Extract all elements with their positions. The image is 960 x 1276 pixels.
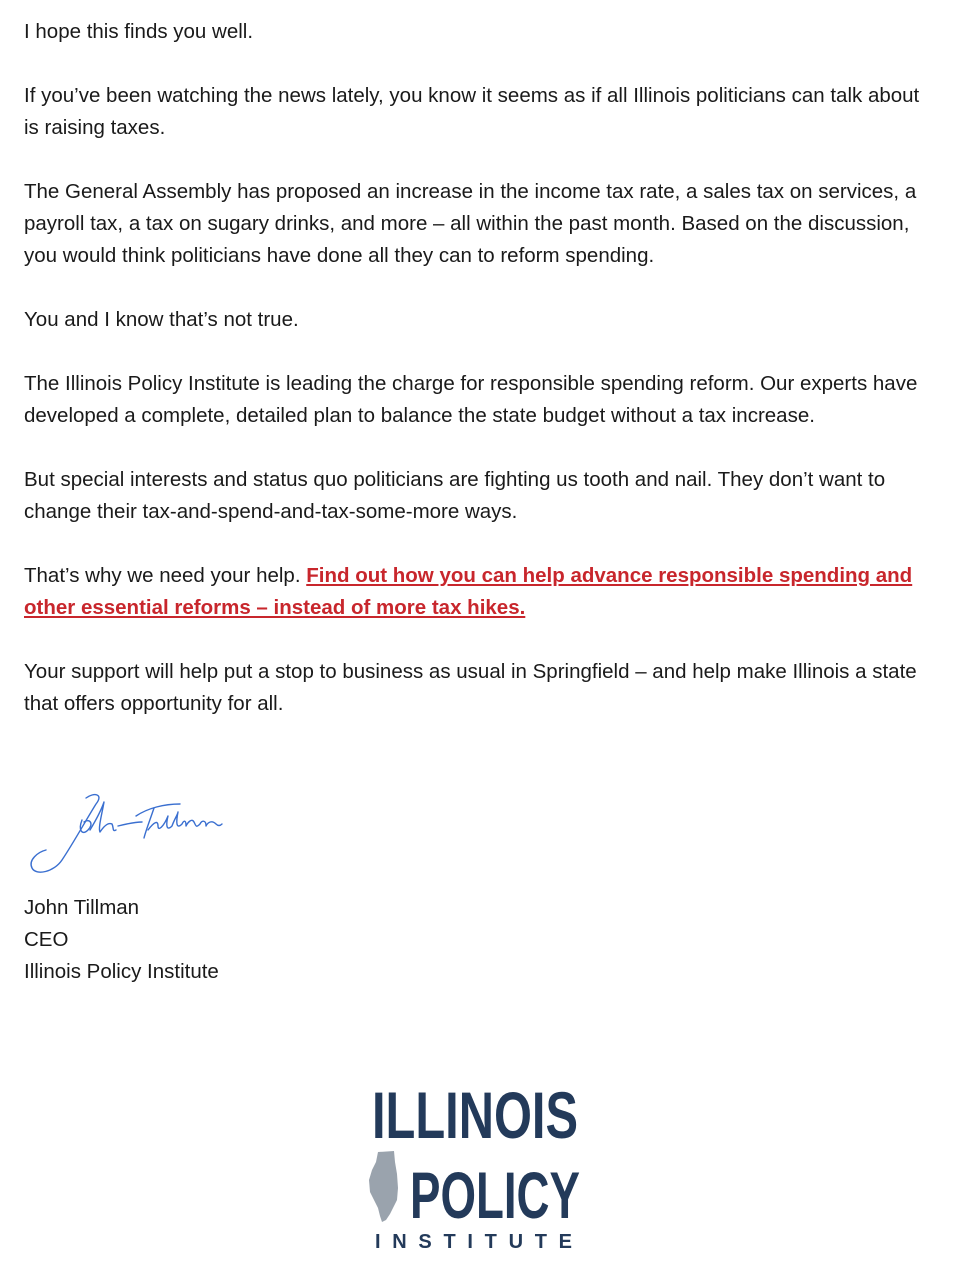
paragraph-call-to-action <box>24 560 934 624</box>
svg-text:ILLINOIS: ILLINOIS <box>372 1078 578 1152</box>
paragraph-not-true: You and I know that’s not true. <box>24 308 299 331</box>
illinois-policy-institute-logo <box>360 1076 590 1251</box>
paragraph-institute: The Illinois Policy Institute is leading the charge for responsible spending reform. Our experts have developed a complete, detailed plan to balance the state budget without a tax increase. <box>24 372 918 427</box>
paragraph-support: Your support will help put a stop to business as usual in Springfield – and help make Illinois a state that offers opportunity for all. <box>24 660 917 715</box>
help-link[interactable]: Find out how you can help advance responsible spending and other essential reforms – instead of more tax hikes. <box>24 564 913 619</box>
handwritten-signature <box>24 790 224 880</box>
email-body <box>24 16 934 752</box>
paragraph-assembly: The General Assembly has proposed an increase in the income tax rate, a sales tax on services, a payroll tax, a tax on sugary drinks, and more – all within the past month. Based on the discussion, you would think politicians have done all they can to reform spending. <box>24 180 917 267</box>
signer-title: CEO <box>24 928 69 951</box>
signature-block <box>24 892 219 988</box>
svg-text:INSTITUTE: INSTITUTE <box>375 1231 581 1253</box>
cta-intro: That’s why we need your help. <box>24 564 307 587</box>
illinois-state-icon <box>369 1151 398 1222</box>
signer-name: John Tillman <box>24 896 140 919</box>
svg-text:POLICY: POLICY <box>410 1158 580 1232</box>
paragraph-news: If you’ve been watching the news lately, you know it seems as if all Illinois politicians can talk about is raising taxes. <box>24 84 920 139</box>
paragraph-special-interests: But special interests and status quo politicians are fighting us tooth and nail. They don’t want to change their tax-and-spend-and-tax-some-more ways. <box>24 468 886 523</box>
greeting-paragraph: I hope this finds you well. <box>24 20 254 43</box>
signer-organization: Illinois Policy Institute <box>24 960 219 983</box>
